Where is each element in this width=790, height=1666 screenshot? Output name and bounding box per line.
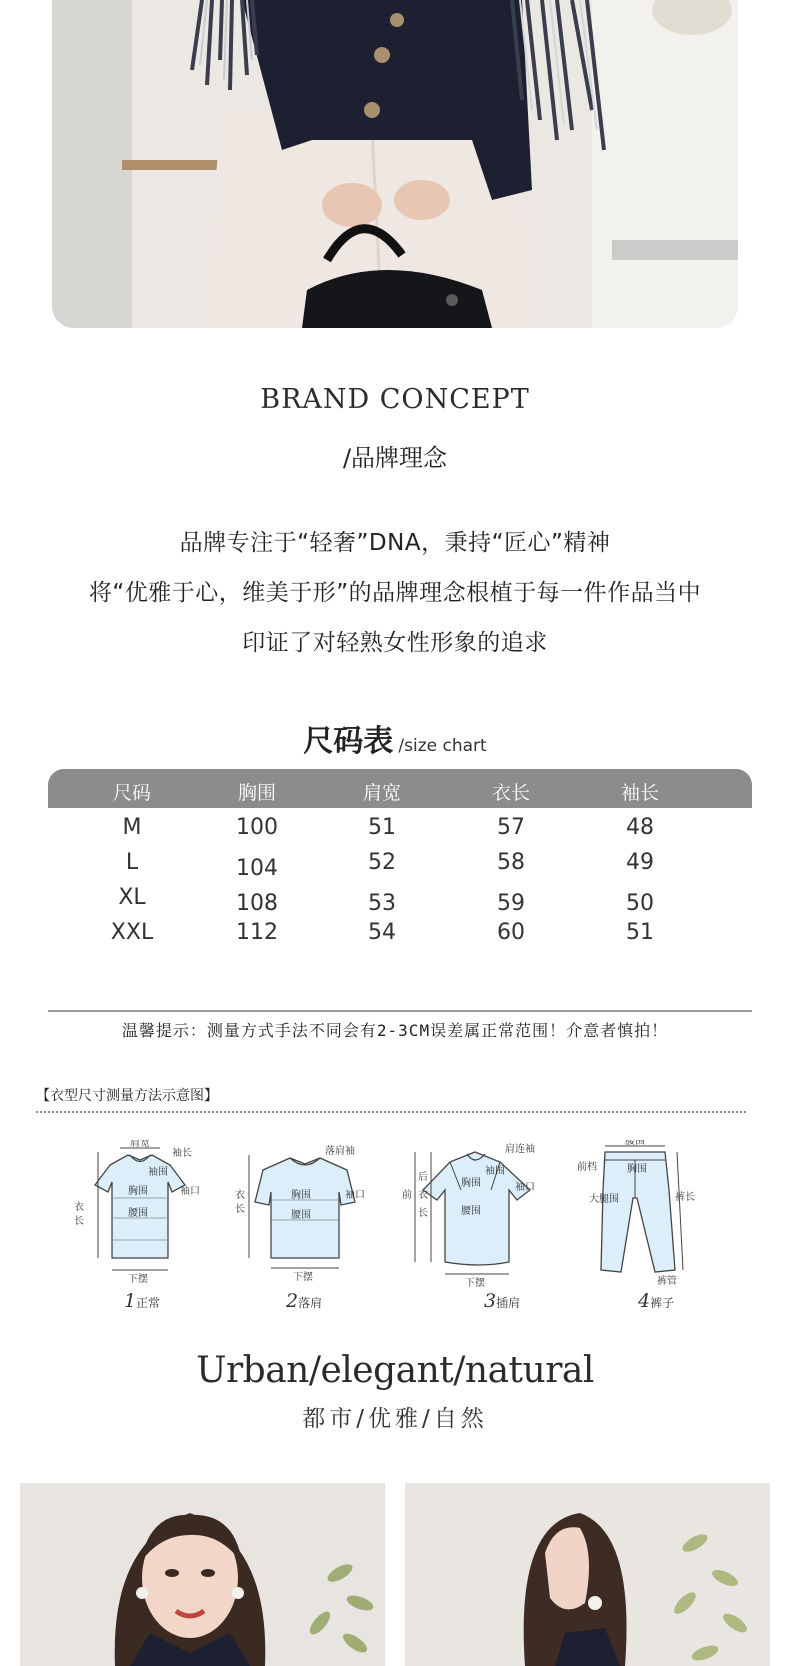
caption-label: 插肩 <box>496 1296 521 1310</box>
measurement-diagram-title: 【衣型尺寸测量方法示意图】 <box>36 1088 218 1104</box>
label-hem: 下摆 <box>293 1272 313 1283</box>
diagram-caption-2 <box>286 1290 322 1312</box>
header-length: 衣长 <box>491 782 530 804</box>
cell-chest: 112 <box>236 920 278 945</box>
label-raglan: 肩连袖 <box>505 1144 535 1155</box>
size-chart-title-cn: 尺码表 <box>303 724 394 759</box>
caption-number: 3 <box>484 1290 497 1312</box>
size-chart-title <box>0 716 790 760</box>
label-chest: 胸围 <box>291 1190 311 1201</box>
caption-number: 1 <box>124 1290 137 1312</box>
label-length-a: 衣 <box>235 1190 245 1201</box>
label-length-b: 长 <box>74 1216 84 1227</box>
table-row <box>48 881 752 915</box>
divider <box>48 1010 752 1012</box>
label-drop-sleeve: 落肩袖 <box>325 1146 355 1157</box>
header-size: 尺码 <box>112 782 151 804</box>
cell-length: 59 <box>497 891 525 916</box>
cell-length: 60 <box>497 920 525 945</box>
label-sleeve-length: 袖长 <box>172 1148 192 1159</box>
cell-size: XL <box>118 885 146 910</box>
diagram-caption-3 <box>484 1290 520 1312</box>
label-rise: 前档 <box>577 1162 597 1173</box>
brand-concept-title: BRAND CONCEPT <box>260 384 530 415</box>
concept-line-2: 将“优雅于心，维美于形”的品牌理念根植于每一件作品当中 <box>88 580 702 606</box>
model-front-image <box>20 1483 385 1666</box>
caption-label: 正常 <box>136 1296 161 1310</box>
table-row <box>48 811 752 845</box>
cell-shoulder: 52 <box>368 850 396 875</box>
model-photo-front <box>20 1483 385 1666</box>
size-chart-header <box>48 769 752 808</box>
label-hem: 下摆 <box>465 1278 485 1289</box>
cell-size: M <box>122 815 142 840</box>
label-sleeve-width: 袖围 <box>148 1167 168 1178</box>
caption-number: 4 <box>638 1290 651 1312</box>
concept-line-3: 印证了对轻熟女性形象的追求 <box>242 630 548 656</box>
hero-image <box>52 0 738 328</box>
label-front: 前 <box>402 1190 412 1201</box>
label-cuff: 袖口 <box>515 1182 535 1193</box>
label-length-a: 衣 <box>74 1202 84 1213</box>
diagram-raglan <box>402 1142 535 1289</box>
model-side-image <box>405 1483 770 1666</box>
cell-sleeve: 50 <box>626 891 654 916</box>
header-chest: 胸围 <box>237 782 276 804</box>
label-waist: 腰围 <box>291 1210 311 1221</box>
diagram-caption-4 <box>638 1290 674 1312</box>
measurement-tip: 温馨提示：测量方式手法不同会有2-3CM误差属正常范围！介意者慎拍！ <box>121 1021 669 1040</box>
cell-length: 58 <box>497 850 525 875</box>
caption-label: 落肩 <box>298 1296 323 1310</box>
label-leg-opening: 裤管 <box>657 1276 677 1287</box>
diagram-pants <box>577 1140 695 1287</box>
cell-size: XXL <box>110 920 154 945</box>
label-length-b: 长 <box>235 1204 245 1215</box>
label-thigh: 大腿围 <box>589 1194 619 1205</box>
cell-chest: 100 <box>236 815 278 840</box>
label-pants-length: 裤长 <box>675 1192 695 1203</box>
urban-title: Urban/elegant/natural <box>196 1350 594 1391</box>
hero-photo <box>52 0 738 328</box>
measurement-diagrams <box>60 1140 750 1315</box>
header-shoulder: 肩宽 <box>362 782 401 804</box>
label-waist: 腰围 <box>625 1140 645 1147</box>
caption-label: 裤子 <box>650 1296 675 1310</box>
label-back: 后 <box>418 1172 428 1183</box>
cell-chest: 104 <box>236 856 278 881</box>
cell-chest: 108 <box>236 891 278 916</box>
label-hem: 下摆 <box>128 1274 148 1285</box>
label-chest: 胸围 <box>128 1186 148 1197</box>
size-chart-title-en: /size chart <box>398 736 487 756</box>
dotted-divider <box>36 1111 746 1113</box>
cell-length: 57 <box>497 815 525 840</box>
garment-diagrams <box>60 1140 750 1290</box>
concept-line-1: 品牌专注于“轻奢”DNA，秉持“匠心”精神 <box>179 530 611 556</box>
label-waist: 腰围 <box>461 1206 481 1217</box>
cell-size: L <box>125 850 139 875</box>
label-shoulder: 肩宽 <box>130 1140 150 1149</box>
diagram-normal-tee <box>74 1140 200 1285</box>
label-sleeve-width: 袖围 <box>485 1166 505 1177</box>
label-chest: 胸围 <box>461 1178 481 1189</box>
cell-shoulder: 54 <box>368 920 396 945</box>
cell-shoulder: 53 <box>368 891 396 916</box>
cell-sleeve: 49 <box>626 850 654 875</box>
caption-number: 2 <box>286 1290 299 1312</box>
table-row <box>48 846 752 880</box>
brand-concept-subtitle: /品牌理念 <box>342 444 448 472</box>
model-photo-side <box>405 1483 770 1666</box>
label-cuff: 袖口 <box>180 1186 200 1197</box>
header-sleeve: 袖长 <box>620 782 659 804</box>
diagram-caption-1 <box>124 1290 160 1312</box>
label-cuff: 袖口 <box>345 1190 365 1201</box>
label-hip: 胸围 <box>627 1164 647 1175</box>
cell-shoulder: 51 <box>368 815 396 840</box>
label-length-b: 长 <box>418 1208 428 1219</box>
table-row <box>48 916 752 950</box>
diagram-drop-shoulder <box>235 1144 365 1283</box>
cell-sleeve: 48 <box>626 815 654 840</box>
cell-sleeve: 51 <box>626 920 654 945</box>
label-waist: 腰围 <box>128 1208 148 1219</box>
urban-subtitle: 都市/优雅/自然 <box>302 1406 488 1432</box>
label-length-a: 衣 <box>418 1190 428 1201</box>
